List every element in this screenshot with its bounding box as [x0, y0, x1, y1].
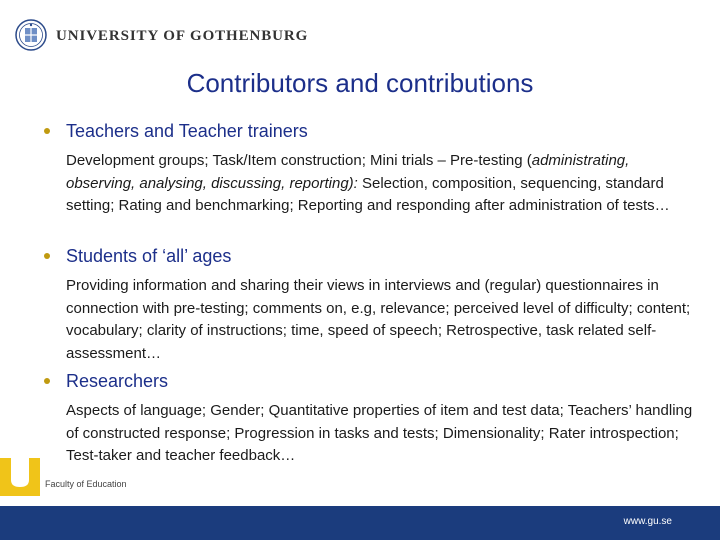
- section-body: Providing information and sharing their views in interviews and (regular) questionnaires in connection with pre-testing; comments on, e.g, relevance; perceived level of difficulty; content; vocabulary; clarity of instructions; time, speed of speech; Retrospective, task related self-assessment…: [66, 277, 691, 362]
- university-seal-icon: [15, 19, 47, 51]
- website-link[interactable]: www.gu.se: [623, 516, 672, 527]
- bullet-icon: [44, 253, 50, 259]
- bullet-icon: [44, 128, 50, 134]
- section-researchers: [44, 370, 694, 468]
- body-italic-text: administrating, observing, analysing, discussing, reporting):: [66, 152, 630, 192]
- section-heading: Teachers and Teacher trainers: [66, 121, 308, 141]
- body-text: Development groups; Task/Item construction; Mini trials – Pre-testing (: [66, 152, 532, 169]
- footer-bar: [0, 506, 720, 540]
- section-students: [44, 245, 694, 365]
- faculty-emblem-icon: [0, 458, 40, 496]
- section-heading: Researchers: [66, 371, 169, 391]
- faculty-label: Faculty of Education: [45, 479, 127, 489]
- body-text-continued: Selection, composition, sequencing, standard setting; Rating and benchmarking; Reporting and responding after administration of tests…: [66, 174, 670, 214]
- university-name: UNIVERSITY OF GOTHENBURG: [56, 28, 309, 44]
- section-heading: Students of ‘all’ ages: [66, 246, 232, 266]
- section-teachers: [44, 120, 694, 218]
- bullet-icon: [44, 378, 50, 384]
- slide-title: Contributors and contributions: [186, 68, 534, 98]
- slide-header: [0, 0, 720, 70]
- section-body: Aspects of language; Gender; Quantitative properties of item and test data; Teachers’ handling of constructed response; Progression in tasks and tests; Dimensionality; Rater introspection; Test-taker and teacher feedback…: [66, 402, 693, 464]
- section-body: [66, 150, 694, 218]
